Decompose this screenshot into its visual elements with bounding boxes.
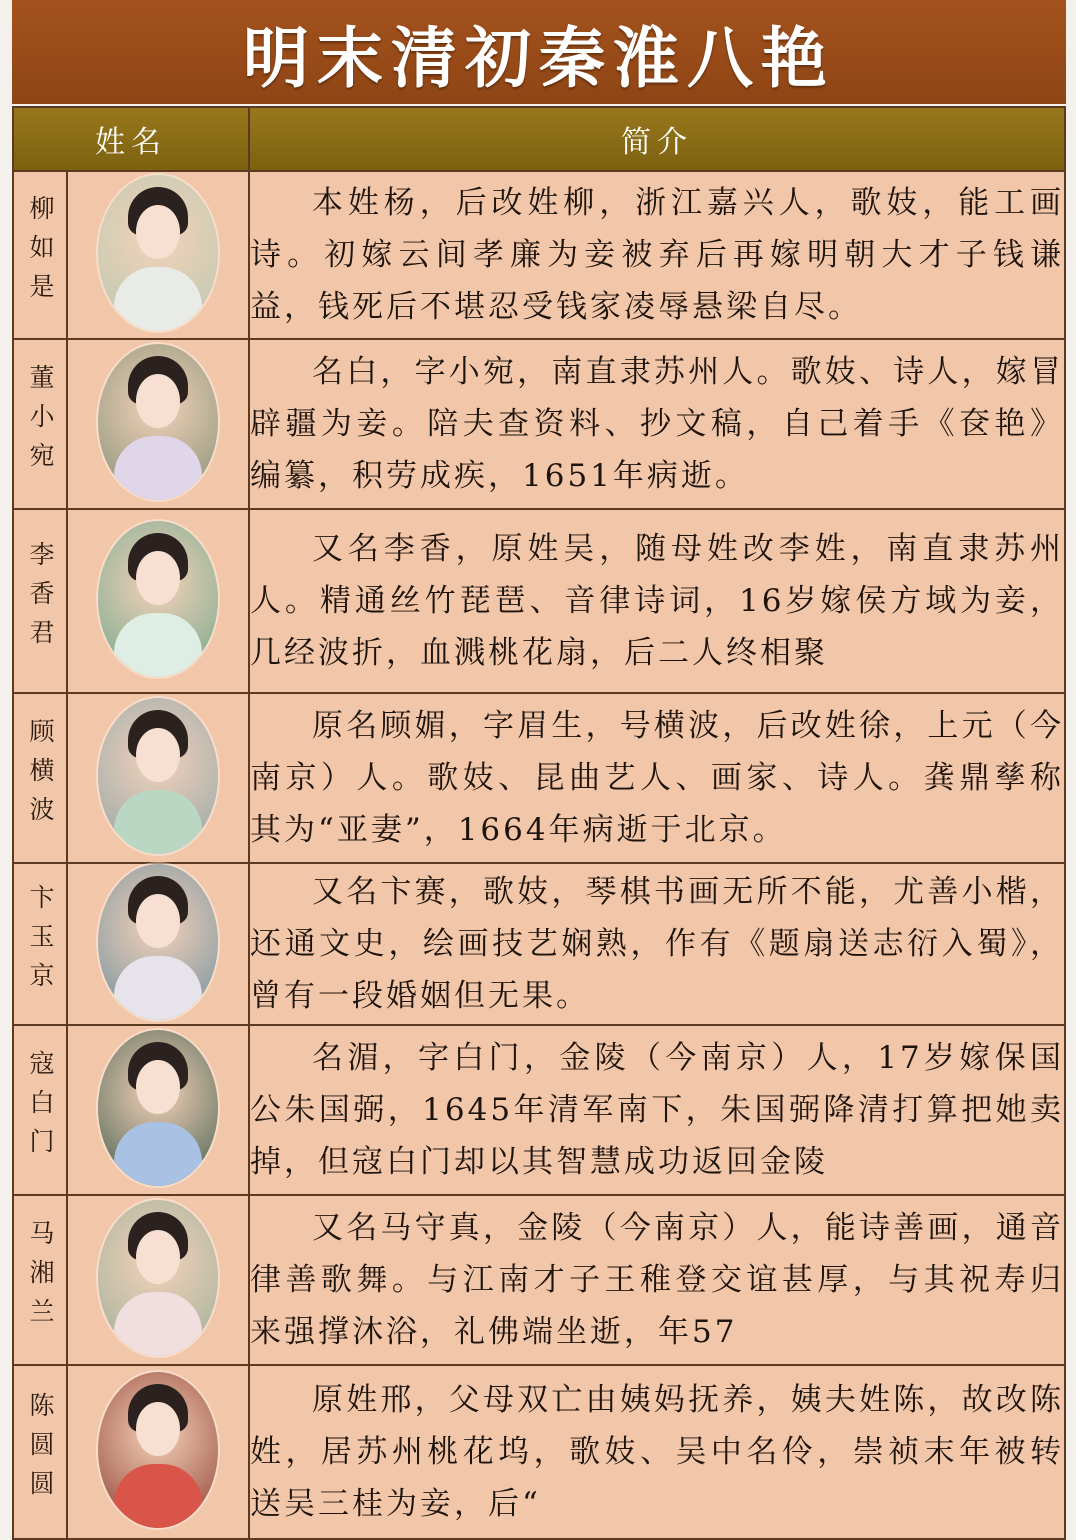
portrait-cell xyxy=(67,171,249,339)
portrait-cell xyxy=(67,863,249,1025)
description-cell xyxy=(249,1365,1065,1539)
beauties-table xyxy=(12,106,1066,1540)
description-text: 又名马守真，金陵（今南京）人，能诗善画，通音律善歌舞。与江南才子王稚登交谊甚厚，与其祝寿归来强撑沐浴，礼佛端坐逝，年57 xyxy=(250,1210,1064,1350)
description-cell xyxy=(249,1195,1065,1365)
table-row xyxy=(13,509,1065,693)
name-cell xyxy=(13,693,67,863)
person-name: 寇白门 xyxy=(26,1049,55,1167)
page-title: 明末清初秦淮八艳 xyxy=(243,19,835,97)
table-row xyxy=(13,863,1065,1025)
portrait-cell xyxy=(67,693,249,863)
portrait-image xyxy=(98,175,218,331)
portrait-image xyxy=(98,1030,218,1186)
description-text: 名湄，字白门，金陵（今南京）人，17岁嫁保国公朱国弼，1645年清军南下，朱国弼降清打算把她卖掉，但寇白门却以其智慧成功返回金陵 xyxy=(250,1040,1064,1180)
person-name: 陈圆圆 xyxy=(26,1391,55,1509)
description-text: 又名李香，原姓吴，随母姓改李姓，南直隶苏州人。精通丝竹琵琶、音律诗词，16岁嫁侯方域为妾，几经波折，血溅桃花扇，后二人终相聚 xyxy=(250,531,1064,671)
table-row xyxy=(13,1195,1065,1365)
description-cell xyxy=(249,1025,1065,1195)
description-text: 原名顾媚，字眉生，号横波，后改姓徐，上元（今南京）人。歌妓、昆曲艺人、画家、诗人。龚鼎孳称其为“亚妻”，1664年病逝于北京。 xyxy=(250,708,1064,848)
name-cell xyxy=(13,1025,67,1195)
description-column-header: 简介 xyxy=(249,107,1065,171)
person-name: 马湘兰 xyxy=(26,1219,55,1337)
description-cell xyxy=(249,693,1065,863)
name-column-header: 姓名 xyxy=(13,107,249,171)
person-name: 顾横波 xyxy=(26,717,55,835)
portrait-image xyxy=(98,864,218,1020)
person-name: 李香君 xyxy=(26,540,55,658)
portrait-cell xyxy=(67,509,249,693)
portrait-cell xyxy=(67,1195,249,1365)
description-cell xyxy=(249,339,1065,509)
table-header-row xyxy=(13,107,1065,171)
description-cell xyxy=(249,509,1065,693)
portrait-image xyxy=(98,344,218,500)
person-name: 柳如是 xyxy=(26,194,55,312)
portrait-image xyxy=(98,1372,218,1528)
description-text: 名白，字小宛，南直隶苏州人。歌妓、诗人，嫁冒辟疆为妾。陪夫查资料、抄文稿，自己着手《奁艳》编纂，积劳成疾，1651年病逝。 xyxy=(250,354,1064,494)
description-text: 又名卞赛，歌妓，琴棋书画无所不能，尤善小楷，还通文史，绘画技艺娴熟，作有《题扇送志衍入蜀》，曾有一段婚姻但无果。 xyxy=(250,874,1064,1014)
table-row xyxy=(13,1025,1065,1195)
portrait-image xyxy=(98,521,218,677)
name-cell xyxy=(13,1365,67,1539)
name-cell xyxy=(13,509,67,693)
portrait-cell xyxy=(67,339,249,509)
portrait-image xyxy=(98,1200,218,1356)
name-cell xyxy=(13,863,67,1025)
title-banner xyxy=(12,0,1066,104)
name-cell xyxy=(13,171,67,339)
portrait-cell xyxy=(67,1025,249,1195)
portrait-cell xyxy=(67,1365,249,1539)
description-cell xyxy=(249,863,1065,1025)
name-cell xyxy=(13,339,67,509)
description-text: 原姓邢，父母双亡由姨妈抚养，姨夫姓陈，故改陈姓，居苏州桃花坞，歌妓、吴中名伶，崇祯末年被转送吴三桂为妾，后“ xyxy=(250,1382,1064,1522)
table-row xyxy=(13,339,1065,509)
person-name: 董小宛 xyxy=(26,363,55,481)
description-text: 本姓杨，后改姓柳，浙江嘉兴人，歌妓，能工画诗。初嫁云间孝廉为妾被弃后再嫁明朝大才子钱谦益，钱死后不堪忍受钱家凌辱悬梁自尽。 xyxy=(250,185,1064,325)
table-row xyxy=(13,171,1065,339)
person-name: 卞玉京 xyxy=(26,883,55,1001)
name-cell xyxy=(13,1195,67,1365)
description-cell xyxy=(249,171,1065,339)
portrait-image xyxy=(98,698,218,854)
table-row xyxy=(13,693,1065,863)
table-row xyxy=(13,1365,1065,1539)
